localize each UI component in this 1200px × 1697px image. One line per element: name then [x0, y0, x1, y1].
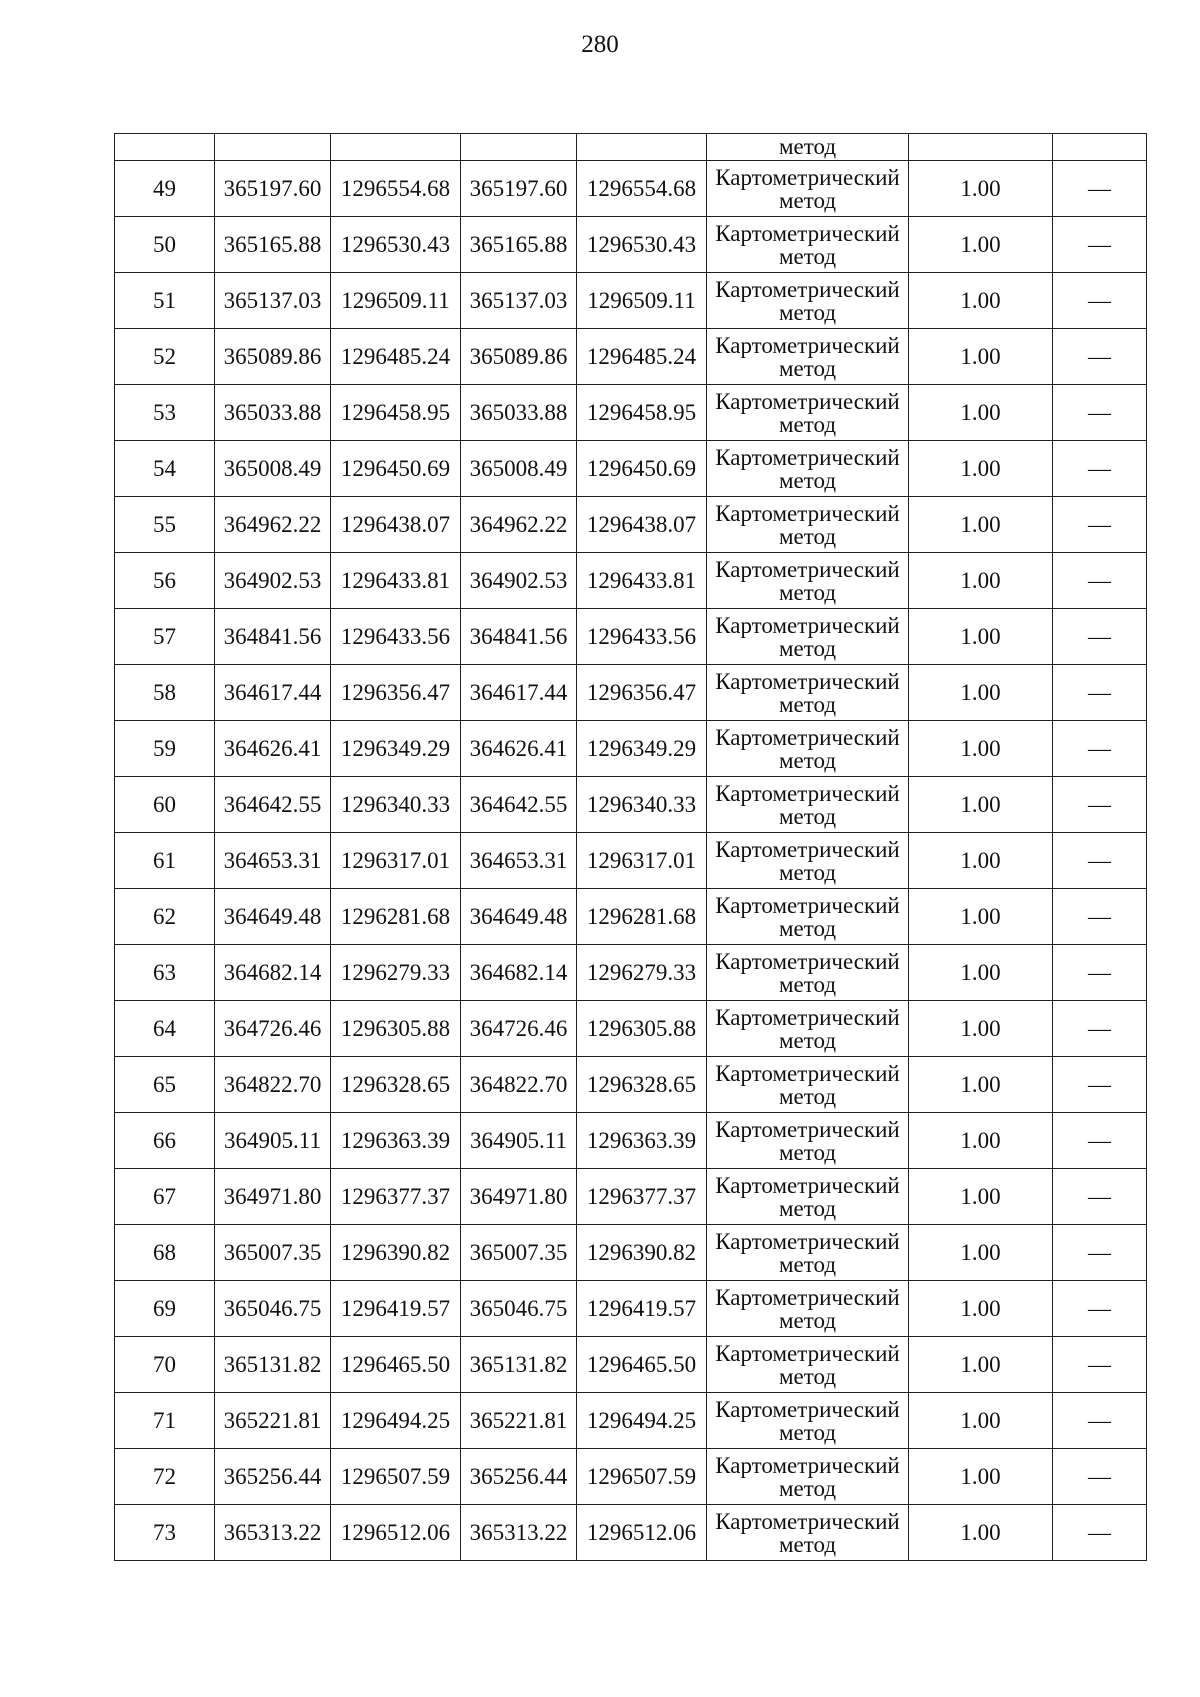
x-new-cell: 365131.82 [461, 1337, 577, 1393]
method-line-1: Картометрический [715, 1060, 900, 1086]
method-cell [707, 1169, 909, 1225]
method-line-2: метод [778, 747, 837, 773]
x-new-cell: 365256.44 [461, 1449, 577, 1505]
method-line-2: метод [778, 579, 837, 605]
x-new-cell: 364617.44 [461, 665, 577, 721]
x-old-cell: 365197.60 [215, 161, 331, 217]
x-old-cell: 365137.03 [215, 273, 331, 329]
accuracy-cell: 1.00 [909, 721, 1053, 777]
y-old-cell: 1296438.07 [331, 497, 461, 553]
accuracy-cell: 1.00 [909, 161, 1053, 217]
method-line-1: Картометрический [715, 1508, 900, 1534]
accuracy-cell: 1.00 [909, 1393, 1053, 1449]
table-row [115, 609, 1147, 665]
x-old-cell: 365007.35 [215, 1225, 331, 1281]
table-row [115, 273, 1147, 329]
description-cell: — [1053, 609, 1147, 665]
x-new-cell: 364841.56 [461, 609, 577, 665]
y-old-cell: 1296363.39 [331, 1113, 461, 1169]
x-old-cell: 365313.22 [215, 1505, 331, 1561]
method-line-2: метод [778, 691, 837, 717]
y-old-cell: 1296390.82 [331, 1225, 461, 1281]
table-row [115, 1169, 1147, 1225]
x-old-cell: 365033.88 [215, 385, 331, 441]
y-old-cell: 1296356.47 [331, 665, 461, 721]
table-row [115, 385, 1147, 441]
accuracy-cell: 1.00 [909, 945, 1053, 1001]
description-cell: — [1053, 441, 1147, 497]
method-cell [707, 329, 909, 385]
y-old-cell: 1296450.69 [331, 441, 461, 497]
method-line-1: Картометрический [715, 780, 900, 806]
description-cell: — [1053, 1505, 1147, 1561]
method-cell [707, 665, 909, 721]
description-cell: — [1053, 945, 1147, 1001]
description-cell: — [1053, 553, 1147, 609]
method-cell [707, 721, 909, 777]
y-new-cell: 1296390.82 [577, 1225, 707, 1281]
x-new-cell: 365221.81 [461, 1393, 577, 1449]
method-cell [707, 1113, 909, 1169]
method-line-1: Картометрический [715, 724, 900, 750]
table-row [115, 1113, 1147, 1169]
method-cell [707, 161, 909, 217]
table-row [115, 777, 1147, 833]
accuracy-cell: 1.00 [909, 1505, 1053, 1561]
method-cell [707, 1393, 909, 1449]
description-cell: — [1053, 497, 1147, 553]
y-old-cell: 1296317.01 [331, 833, 461, 889]
point-number-cell: 57 [115, 609, 215, 665]
table-body [115, 134, 1147, 1561]
description-cell: — [1053, 777, 1147, 833]
y-new-cell: 1296485.24 [577, 329, 707, 385]
table-row [115, 721, 1147, 777]
x-old-cell: 365089.86 [215, 329, 331, 385]
table-row [115, 833, 1147, 889]
method-cell [707, 609, 909, 665]
point-number-cell: 63 [115, 945, 215, 1001]
method-cell [707, 1281, 909, 1337]
y-new-cell: 1296356.47 [577, 665, 707, 721]
y-old-cell: 1296328.65 [331, 1057, 461, 1113]
x-new-cell: 365007.35 [461, 1225, 577, 1281]
y-old-cell: 1296485.24 [331, 329, 461, 385]
point-number-cell: 52 [115, 329, 215, 385]
y-new-cell: 1296281.68 [577, 889, 707, 945]
table-row [115, 665, 1147, 721]
method-cell [707, 1057, 909, 1113]
point-number-cell: 61 [115, 833, 215, 889]
method-cell [707, 441, 909, 497]
point-number-cell: 70 [115, 1337, 215, 1393]
y-new-cell: 1296494.25 [577, 1393, 707, 1449]
carryover-row [115, 134, 1147, 161]
method-cell [707, 273, 909, 329]
y-new-cell: 1296349.29 [577, 721, 707, 777]
method-line-1: Картометрический [715, 500, 900, 526]
method-line-1: Картометрический [715, 220, 900, 246]
description-cell: — [1053, 665, 1147, 721]
x-new-cell: 364971.80 [461, 1169, 577, 1225]
method-line-1: Картометрический [715, 1452, 900, 1478]
x-new-cell: 364642.55 [461, 777, 577, 833]
carryover-method-cell [707, 134, 909, 161]
x-new-cell: 365046.75 [461, 1281, 577, 1337]
y-new-cell: 1296458.95 [577, 385, 707, 441]
y-old-cell: 1296433.56 [331, 609, 461, 665]
method-cell [707, 553, 909, 609]
y-old-cell: 1296465.50 [331, 1337, 461, 1393]
point-number-cell: 67 [115, 1169, 215, 1225]
x-old-cell: 365256.44 [215, 1449, 331, 1505]
page-number: 280 [581, 31, 619, 58]
description-cell: — [1053, 1393, 1147, 1449]
method-cell [707, 385, 909, 441]
table-row [115, 889, 1147, 945]
description-cell: — [1053, 1169, 1147, 1225]
accuracy-cell: 1.00 [909, 833, 1053, 889]
accuracy-cell: 1.00 [909, 609, 1053, 665]
y-old-cell: 1296554.68 [331, 161, 461, 217]
x-old-cell: 365165.88 [215, 217, 331, 273]
x-old-cell: 364726.46 [215, 1001, 331, 1057]
accuracy-cell: 1.00 [909, 889, 1053, 945]
table-row [115, 497, 1147, 553]
description-cell: — [1053, 889, 1147, 945]
x-old-cell: 364962.22 [215, 497, 331, 553]
accuracy-cell: 1.00 [909, 1001, 1053, 1057]
y-new-cell: 1296305.88 [577, 1001, 707, 1057]
x-new-cell: 364822.70 [461, 1057, 577, 1113]
accuracy-cell: 1.00 [909, 217, 1053, 273]
accuracy-cell: 1.00 [909, 1169, 1053, 1225]
y-new-cell: 1296419.57 [577, 1281, 707, 1337]
y-new-cell: 1296317.01 [577, 833, 707, 889]
y-new-cell: 1296438.07 [577, 497, 707, 553]
x-old-cell: 364649.48 [215, 889, 331, 945]
method-line-2: метод [778, 523, 837, 549]
carryover-cell [1053, 134, 1147, 161]
description-cell: — [1053, 1281, 1147, 1337]
method-line-2: метод [778, 1251, 837, 1277]
accuracy-cell: 1.00 [909, 777, 1053, 833]
carryover-cell [215, 134, 331, 161]
method-line-1: Картометрический [715, 444, 900, 470]
table-row [115, 217, 1147, 273]
y-old-cell: 1296507.59 [331, 1449, 461, 1505]
description-cell: — [1053, 217, 1147, 273]
method-cell [707, 777, 909, 833]
method-line-1: Картометрический [715, 1172, 900, 1198]
accuracy-cell: 1.00 [909, 1057, 1053, 1113]
method-line-2: метод [778, 915, 837, 941]
x-old-cell: 364971.80 [215, 1169, 331, 1225]
method-cell [707, 945, 909, 1001]
x-old-cell: 364626.41 [215, 721, 331, 777]
x-old-cell: 364902.53 [215, 553, 331, 609]
x-new-cell: 364962.22 [461, 497, 577, 553]
method-cell [707, 497, 909, 553]
x-new-cell: 364902.53 [461, 553, 577, 609]
method-cell [707, 1449, 909, 1505]
y-new-cell: 1296507.59 [577, 1449, 707, 1505]
x-new-cell: 364626.41 [461, 721, 577, 777]
method-line-2: метод [778, 467, 837, 493]
point-number-cell: 56 [115, 553, 215, 609]
y-old-cell: 1296433.81 [331, 553, 461, 609]
accuracy-cell: 1.00 [909, 273, 1053, 329]
point-number-cell: 69 [115, 1281, 215, 1337]
method-line-1: Картометрический [715, 164, 900, 190]
x-new-cell: 364682.14 [461, 945, 577, 1001]
y-new-cell: 1296512.06 [577, 1505, 707, 1561]
point-number-cell: 64 [115, 1001, 215, 1057]
y-new-cell: 1296433.56 [577, 609, 707, 665]
y-new-cell: 1296363.39 [577, 1113, 707, 1169]
method-line-2: метод [778, 1475, 837, 1501]
point-number-cell: 65 [115, 1057, 215, 1113]
y-new-cell: 1296509.11 [577, 273, 707, 329]
point-number-cell: 71 [115, 1393, 215, 1449]
y-old-cell: 1296349.29 [331, 721, 461, 777]
coordinates-table [114, 133, 1147, 1561]
y-old-cell: 1296305.88 [331, 1001, 461, 1057]
method-line-2: метод [778, 1419, 837, 1445]
table-row [115, 1057, 1147, 1113]
table-row [115, 329, 1147, 385]
point-number-cell: 54 [115, 441, 215, 497]
point-number-cell: 55 [115, 497, 215, 553]
method-line-1: Картометрический [715, 332, 900, 358]
method-line-2: метод [778, 1027, 837, 1053]
x-old-cell: 365221.81 [215, 1393, 331, 1449]
y-old-cell: 1296509.11 [331, 273, 461, 329]
method-line-2: метод [778, 411, 837, 437]
description-cell: — [1053, 329, 1147, 385]
y-new-cell: 1296554.68 [577, 161, 707, 217]
x-new-cell: 364653.31 [461, 833, 577, 889]
table-row [115, 1393, 1147, 1449]
y-old-cell: 1296458.95 [331, 385, 461, 441]
table-row [115, 1505, 1147, 1561]
method-line-1: Картометрический [715, 276, 900, 302]
description-cell: — [1053, 1001, 1147, 1057]
y-old-cell: 1296377.37 [331, 1169, 461, 1225]
y-new-cell: 1296377.37 [577, 1169, 707, 1225]
method-line-2: метод [778, 243, 837, 269]
x-old-cell: 364653.31 [215, 833, 331, 889]
x-new-cell: 365137.03 [461, 273, 577, 329]
table-row [115, 441, 1147, 497]
accuracy-cell: 1.00 [909, 1281, 1053, 1337]
table-row [115, 1337, 1147, 1393]
method-line-1: Картометрический [715, 1228, 900, 1254]
description-cell: — [1053, 1225, 1147, 1281]
description-cell: — [1053, 833, 1147, 889]
x-new-cell: 365165.88 [461, 217, 577, 273]
point-number-cell: 58 [115, 665, 215, 721]
y-new-cell: 1296340.33 [577, 777, 707, 833]
y-new-cell: 1296465.50 [577, 1337, 707, 1393]
method-cell [707, 1505, 909, 1561]
method-line-1: Картометрический [715, 388, 900, 414]
method-line-2: метод [778, 1139, 837, 1165]
table-row [115, 1449, 1147, 1505]
point-number-cell: 60 [115, 777, 215, 833]
point-number-cell: 51 [115, 273, 215, 329]
x-new-cell: 365008.49 [461, 441, 577, 497]
x-old-cell: 364841.56 [215, 609, 331, 665]
description-cell: — [1053, 273, 1147, 329]
y-new-cell: 1296450.69 [577, 441, 707, 497]
y-old-cell: 1296340.33 [331, 777, 461, 833]
table-row [115, 553, 1147, 609]
carryover-cell [331, 134, 461, 161]
y-old-cell: 1296279.33 [331, 945, 461, 1001]
method-line-2: метод [778, 1363, 837, 1389]
method-cell [707, 1225, 909, 1281]
description-cell: — [1053, 385, 1147, 441]
accuracy-cell: 1.00 [909, 1225, 1053, 1281]
method-line-1: Картометрический [715, 556, 900, 582]
point-number-cell: 53 [115, 385, 215, 441]
method-line-1: Картометрический [715, 668, 900, 694]
accuracy-cell: 1.00 [909, 1337, 1053, 1393]
x-old-cell: 364822.70 [215, 1057, 331, 1113]
carryover-cell [577, 134, 707, 161]
x-old-cell: 364617.44 [215, 665, 331, 721]
y-old-cell: 1296494.25 [331, 1393, 461, 1449]
y-old-cell: 1296530.43 [331, 217, 461, 273]
point-number-cell: 72 [115, 1449, 215, 1505]
accuracy-cell: 1.00 [909, 441, 1053, 497]
point-number-cell: 66 [115, 1113, 215, 1169]
method-line-2: метод [778, 971, 837, 997]
y-old-cell: 1296419.57 [331, 1281, 461, 1337]
method-line-2: метод [778, 803, 837, 829]
table-row [115, 1001, 1147, 1057]
method-line-2: метод [778, 187, 837, 213]
accuracy-cell: 1.00 [909, 553, 1053, 609]
description-cell: — [1053, 1449, 1147, 1505]
y-new-cell: 1296328.65 [577, 1057, 707, 1113]
x-new-cell: 364649.48 [461, 889, 577, 945]
accuracy-cell: 1.00 [909, 1113, 1053, 1169]
method-line-2: метод [778, 859, 837, 885]
accuracy-cell: 1.00 [909, 665, 1053, 721]
description-cell: — [1053, 1057, 1147, 1113]
method-line-1: Картометрический [715, 612, 900, 638]
description-cell: — [1053, 1337, 1147, 1393]
description-cell: — [1053, 721, 1147, 777]
method-line-1: Картометрический [715, 1340, 900, 1366]
point-number-cell: 59 [115, 721, 215, 777]
y-new-cell: 1296279.33 [577, 945, 707, 1001]
accuracy-cell: 1.00 [909, 329, 1053, 385]
y-new-cell: 1296530.43 [577, 217, 707, 273]
method-cell [707, 1001, 909, 1057]
x-new-cell: 365089.86 [461, 329, 577, 385]
point-number-cell: 62 [115, 889, 215, 945]
y-old-cell: 1296512.06 [331, 1505, 461, 1561]
x-old-cell: 364642.55 [215, 777, 331, 833]
table-row [115, 1281, 1147, 1337]
table-row [115, 1225, 1147, 1281]
table-row [115, 945, 1147, 1001]
x-old-cell: 365131.82 [215, 1337, 331, 1393]
method-line-1: Картометрический [715, 892, 900, 918]
point-number-cell: 73 [115, 1505, 215, 1561]
method-line-1: Картометрический [715, 1396, 900, 1422]
carryover-method-text: метод [778, 134, 837, 159]
x-old-cell: 364682.14 [215, 945, 331, 1001]
x-old-cell: 365008.49 [215, 441, 331, 497]
accuracy-cell: 1.00 [909, 497, 1053, 553]
accuracy-cell: 1.00 [909, 1449, 1053, 1505]
y-new-cell: 1296433.81 [577, 553, 707, 609]
x-new-cell: 365197.60 [461, 161, 577, 217]
x-old-cell: 364905.11 [215, 1113, 331, 1169]
y-old-cell: 1296281.68 [331, 889, 461, 945]
method-line-1: Картометрический [715, 1284, 900, 1310]
x-new-cell: 364905.11 [461, 1113, 577, 1169]
point-number-cell: 50 [115, 217, 215, 273]
method-line-1: Картометрический [715, 1004, 900, 1030]
description-cell: — [1053, 1113, 1147, 1169]
method-line-2: метод [778, 1307, 837, 1333]
description-cell: — [1053, 161, 1147, 217]
method-line-2: метод [778, 1195, 837, 1221]
method-line-1: Картометрический [715, 836, 900, 862]
x-new-cell: 365313.22 [461, 1505, 577, 1561]
method-line-1: Картометрический [715, 1116, 900, 1142]
method-line-2: метод [778, 635, 837, 661]
method-line-1: Картометрический [715, 948, 900, 974]
method-line-2: метод [778, 1531, 837, 1557]
method-cell [707, 217, 909, 273]
method-line-2: метод [778, 299, 837, 325]
point-number-cell: 49 [115, 161, 215, 217]
carryover-cell [115, 134, 215, 161]
x-new-cell: 365033.88 [461, 385, 577, 441]
point-number-cell: 68 [115, 1225, 215, 1281]
method-cell [707, 889, 909, 945]
x-old-cell: 365046.75 [215, 1281, 331, 1337]
accuracy-cell: 1.00 [909, 385, 1053, 441]
carryover-cell [461, 134, 577, 161]
x-new-cell: 364726.46 [461, 1001, 577, 1057]
method-cell [707, 833, 909, 889]
method-line-2: метод [778, 355, 837, 381]
table-row [115, 161, 1147, 217]
method-line-2: метод [778, 1083, 837, 1109]
method-cell [707, 1337, 909, 1393]
carryover-cell [909, 134, 1053, 161]
